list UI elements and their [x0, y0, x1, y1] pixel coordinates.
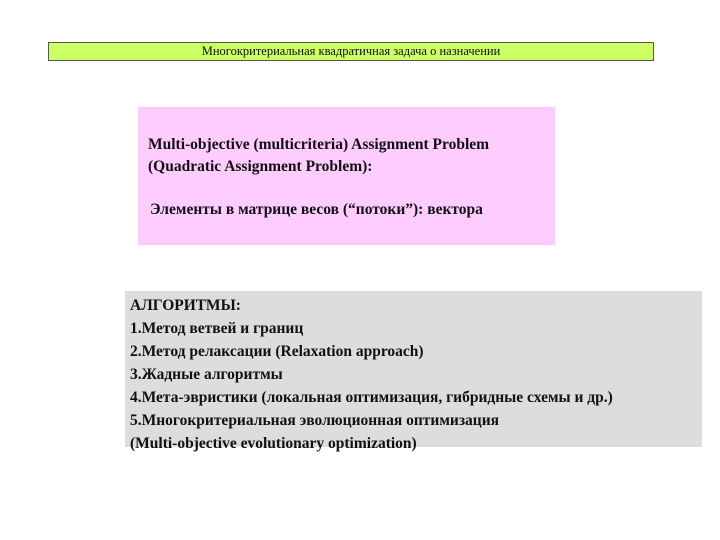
- problem-line-3: Элементы в матрице весов (“потоки”): вектора: [150, 201, 483, 218]
- problem-definition-box: [138, 107, 555, 245]
- algorithm-item: (Multi-objective evolutionary optimization): [130, 435, 417, 452]
- slide-title: Многокритериальная квадратичная задача о назначении: [201, 44, 501, 58]
- algorithms-box: [125, 291, 702, 452]
- problem-line-1: Multi-objective (multicriteria) Assignment Problem: [148, 136, 490, 153]
- algorithm-item: 3.Жадные алгоритмы: [130, 366, 283, 383]
- algorithm-item: 1.Метод ветвей и границ: [130, 320, 304, 337]
- algorithms-heading: АЛГОРИТМЫ:: [130, 297, 241, 314]
- algorithm-item: 5.Многокритериальная эволюционная оптимизация: [130, 412, 500, 429]
- slide-title-bar: [48, 42, 654, 61]
- problem-line-2: (Quadratic Assignment Problem):: [148, 158, 373, 175]
- algorithm-item: 4.Мета-эвристики (локальная оптимизация, гибридные схемы и др.): [130, 389, 613, 406]
- algorithm-item: 2.Метод релаксации (Relaxation approach): [130, 343, 424, 360]
